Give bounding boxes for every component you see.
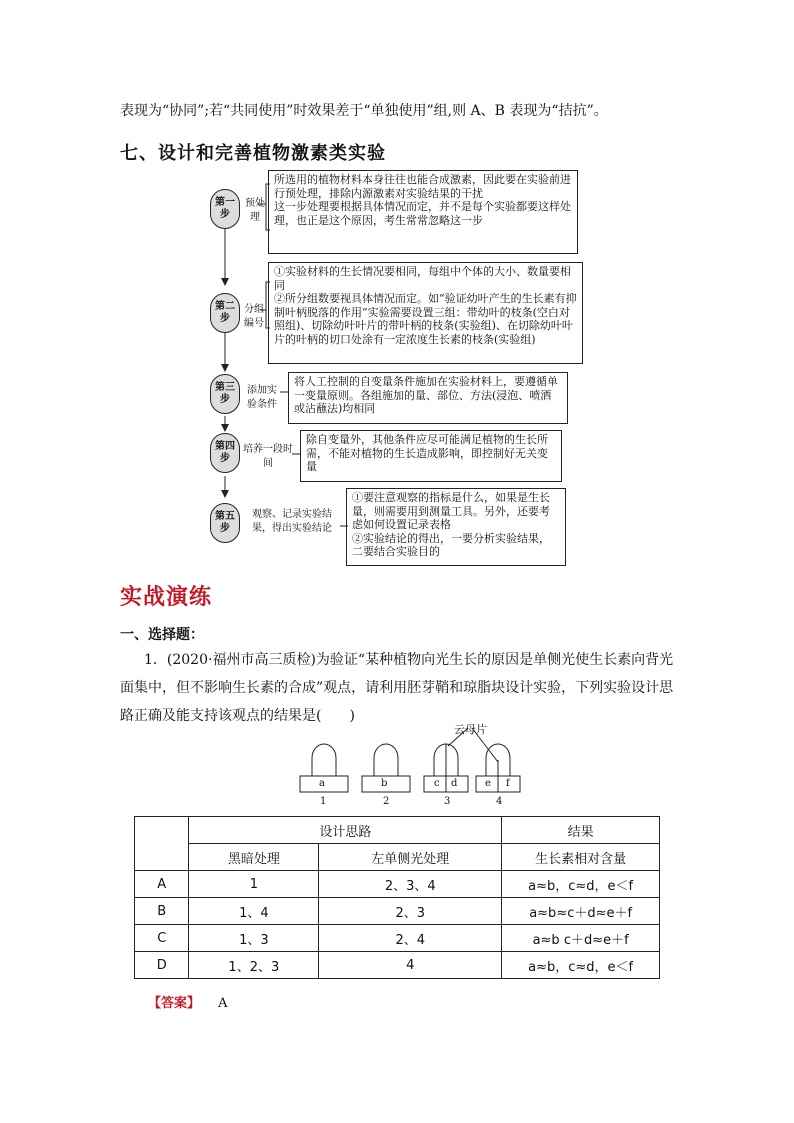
header-design: 设计思路 [189,817,502,844]
step-1-box [268,170,578,254]
answer-value: A [218,996,228,1011]
step-4-box [300,430,562,482]
step-5-box [346,488,566,566]
step-3-text-1: 将人工控制的自变量条件施加在实验材料上，要遵循单一变量原则。各组施加的量、部位、方法(浸泡、喷洒或沾蘸法)均相同 [294,375,558,415]
step-3-label: 添加实验条件 [247,385,277,410]
header-result: 结果 [502,817,660,844]
step-3-badge: 第三步 [210,374,240,414]
step-2-text-1: ①实验材料的生长情况要相同，每组中个体的大小、数量要相同 [274,265,571,292]
step-5-text-2: ②实验结论的得出，一要分析实验结果，二要结合实验目的 [352,531,550,558]
header-auxin: 生长素相对含量 [502,844,660,871]
step-1-label: 预处理 [245,198,265,223]
step-2-label: 分组编号 [244,304,264,329]
block-d: d [451,778,458,789]
row-light: 2、4 [319,925,502,952]
intro-line: 表现为“协同”;若“共同使用”时效果差于“单独使用”组,则 A、B 表现为“拮抗”。 [120,103,608,119]
row-option: A [135,871,189,898]
step-1-badge: 第一步 [210,189,240,229]
row-dark: 1、4 [189,898,319,925]
table-row [135,952,660,979]
block-a: a [319,778,325,789]
step-2-badge: 第二步 [210,293,240,333]
block-c: c [434,778,440,789]
step-1-text-1: 所选用的植物材料本身往往也能合成激素，因此要在实验前进行预处理，排除内源激素对实验结果的干扰 [274,173,571,200]
row-light: 2、3 [319,898,502,925]
table-header-row-1 [135,817,660,844]
step-2-box [268,262,583,364]
step-5-text-1: ①要注意观察的指标是什么，如果是生长量，则需要用到测量工具。另外，还要考虑如何设置记录表格 [352,491,550,531]
row-dark: 1、2、3 [189,952,319,979]
section-title: 七、设计和完善植物激素类实验 [120,143,386,164]
row-option: B [135,898,189,925]
figure-number-4: 4 [496,796,503,807]
table-row [135,925,660,952]
block-f: f [506,778,510,789]
answer-line [148,992,228,1011]
figure-number-3: 3 [444,796,451,807]
row-light: 2、3、4 [319,871,502,898]
step-4-badge: 第四步 [210,433,240,473]
table-row [135,871,660,898]
row-dark: 1 [189,871,319,898]
answer-label: 【答案】 [148,996,201,1011]
row-result: a≈b，c≈d，e＜f [502,952,660,979]
step-1-text-2: 这一步处理要根据具体情况而定，并不是每个实验都要这样处理，也正是这个原因，考生常常忽略这一步 [274,200,571,227]
results-table [134,816,660,979]
header-light: 左单侧光处理 [319,844,502,871]
step-4-text-1: 除自变量外，其他条件应尽可能满足植物的生长所需，不能对植物的生长造成影响，即控制好无关变量 [306,433,548,473]
header-dark: 黑暗处理 [189,844,319,871]
row-result: a≈b，c≈d，e＜f [502,871,660,898]
figure-number-2: 2 [383,796,390,807]
practice-title: 实战演练 [120,585,213,610]
row-light: 4 [319,952,502,979]
row-result: a≈b≈c＋d≈e＋f [502,898,660,925]
step-4-label: 培养一段时间 [243,444,293,469]
block-e: e [485,778,491,789]
table-corner [135,817,189,871]
question-1: 1．(2020·福州市高三质检)为验证“某种植物向光生长的原因是单侧光使生长素向背光面集中，但不影响生长素的合成”观点，请利用胚芽鞘和琼脂块设计实验，下列实验设计思路正确及能支持该观点的结果是( ) [120,652,674,724]
row-dark: 1、3 [189,925,319,952]
table-header-row-2 [135,844,660,871]
row-result: a≈b c＋d≈e＋f [502,925,660,952]
step-5-badge: 第五步 [210,503,240,543]
table-row [135,898,660,925]
step-3-box [288,372,568,424]
block-b: b [381,778,388,789]
section-choice: 一、选择题： [120,627,204,643]
row-option: D [135,952,189,979]
figure-number-1: 1 [320,796,327,807]
mica-label: 云母片 [454,723,487,736]
row-option: C [135,925,189,952]
step-5-label: 观察、记录实验结果，得出实验结论 [252,509,332,534]
step-2-text-2: ②所分组数要视具体情况而定。如“验证幼叶产生的生长素有抑制叶柄脱落的作用”实验需要设置三组：带幼叶的枝条(空白对照组)、切除幼叶叶片的带叶柄的枝条(实验组)、在切除幼叶叶片的叶柄的切口处涂有一定浓度生长素的枝条(实验组) [274,292,577,346]
